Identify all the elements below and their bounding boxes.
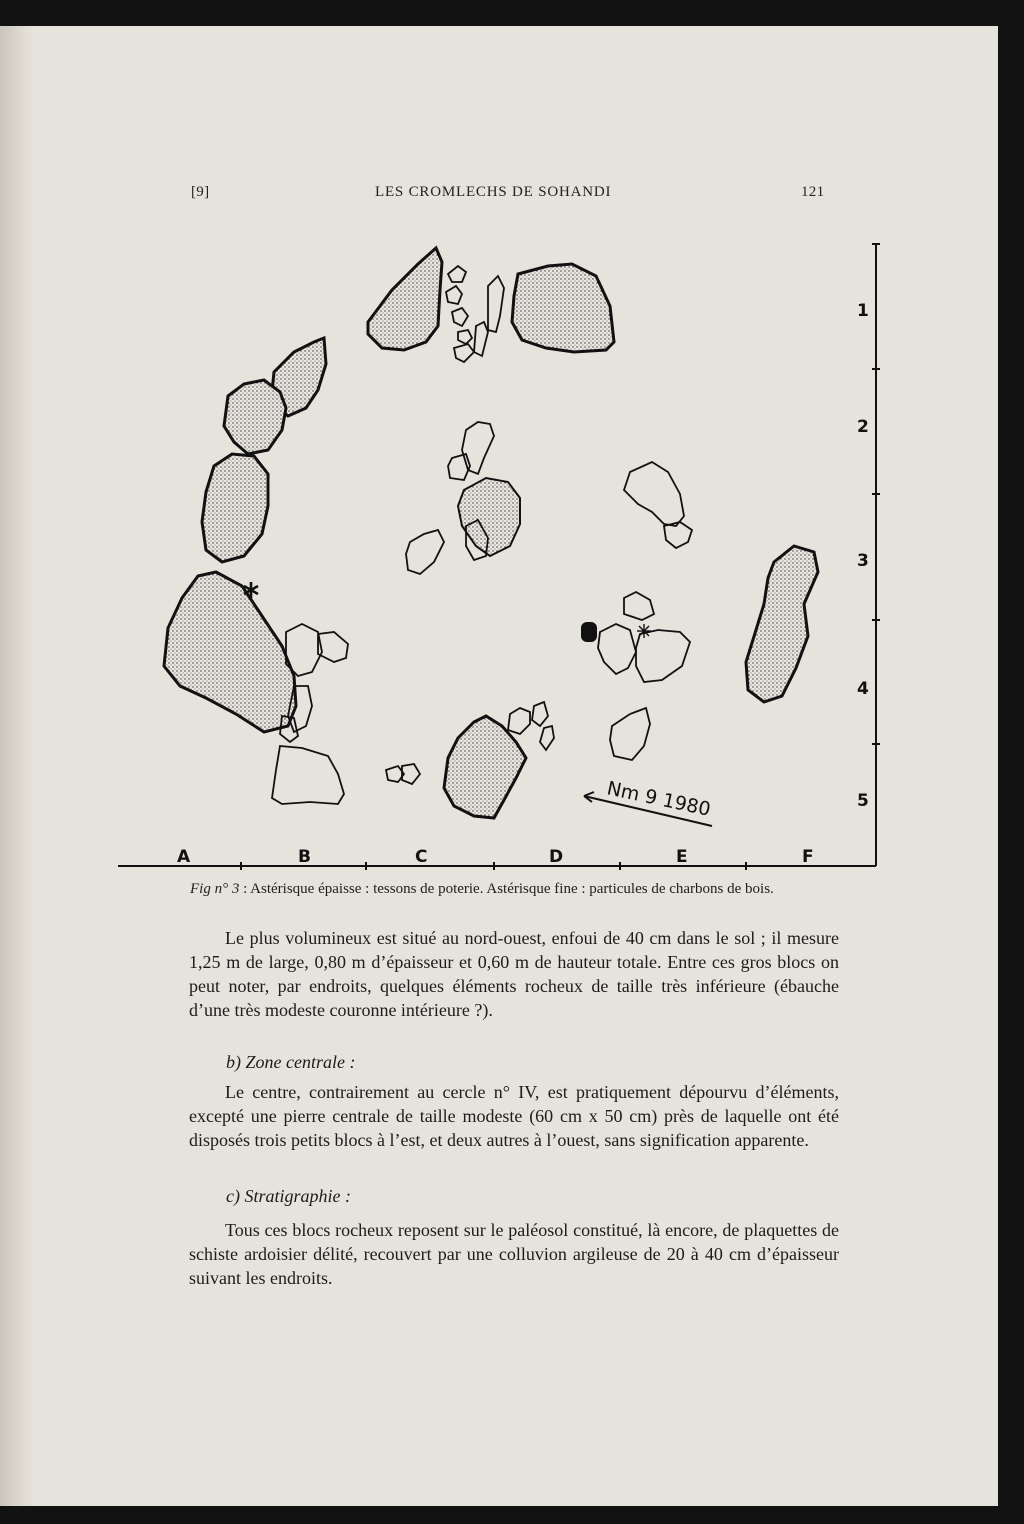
section-number: [9]	[191, 184, 210, 200]
stone-central	[458, 478, 520, 556]
figure-reference: Fig n° 3	[190, 881, 240, 897]
stone-east	[746, 546, 818, 702]
col-label-e: E	[676, 847, 688, 867]
pottery-marker	[581, 622, 597, 642]
col-label-a: A	[177, 847, 191, 867]
row-label-1: 1	[857, 301, 869, 321]
running-title: LES CROMLECHS DE SOHANDI	[375, 184, 612, 200]
caption-text: : Astérisque épaisse : tessons de poterie. Astérisque fine : particules de charbons de bois.	[239, 881, 774, 897]
col-label-d: D	[549, 847, 564, 867]
book-page	[0, 26, 998, 1506]
stone-north-west	[368, 248, 442, 350]
signature: Nm 9 1980	[604, 777, 713, 821]
heading-stratigraphie: c) Stratigraphie :	[226, 1186, 351, 1206]
row-label-3: 3	[857, 551, 869, 571]
stone-west-large	[164, 572, 296, 732]
asterisk-fine	[637, 624, 651, 638]
col-label-c: C	[415, 847, 428, 867]
heading-zone-centrale: b) Zone centrale :	[226, 1052, 356, 1072]
row-label-5: 5	[857, 791, 869, 811]
col-label-b: B	[298, 847, 311, 867]
paragraph-1: Le plus volumineux est situé au nord-ouest, enfoui de 40 cm dans le sol ; il mesure 1,25 m de large, 0,80 m d’épaisseur et 0,60 m de hauteur totale. Entre ces gros blocs on peut noter, par endroits, quelques éléments rocheux de taille très inférieure (ébauche d’une très modeste couronne intérieure ?).	[189, 928, 839, 1020]
stone-west-middle	[202, 454, 268, 562]
figure-caption	[190, 880, 838, 899]
paragraph-zone-centrale: Le centre, contrairement au cercle n° IV, est pratiquement dépourvu d’éléments, excepté une pierre centrale de taille modeste (60 cm x 50 cm) près de laquelle ont été disposés trois petits blocs à l’est, et deux autres à l’ouest, sans signification apparente.	[189, 1082, 839, 1150]
stone-north-east	[512, 264, 614, 352]
row-label-2: 2	[857, 417, 869, 437]
col-label-f: F	[802, 847, 814, 867]
stone-west-upper	[224, 380, 286, 454]
row-label-4: 4	[857, 679, 869, 699]
paragraph-stratigraphie: Tous ces blocs rocheux reposent sur le paléosol constitué, là encore, de plaquettes de schiste ardoisier délité, recouvert par une colluvion argileuse de 20 à 40 cm d’épaisseur suivant les endroits.	[189, 1220, 839, 1288]
page-number: 121	[801, 184, 825, 200]
